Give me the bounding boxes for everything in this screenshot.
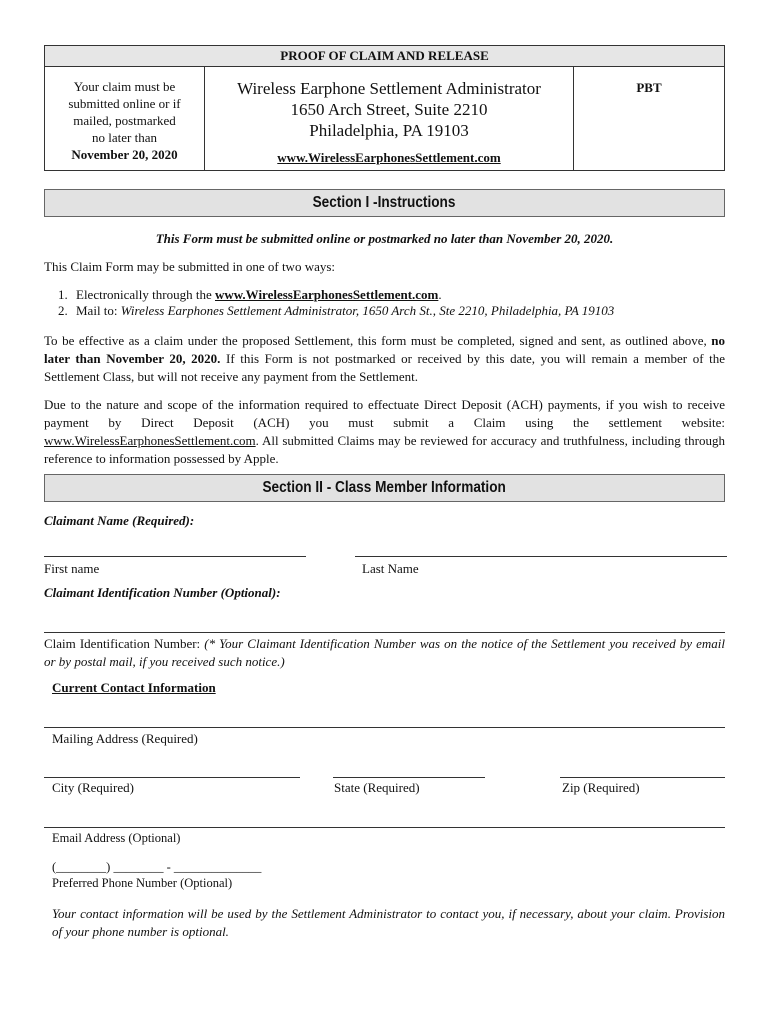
first-name-label: First name bbox=[44, 561, 100, 576]
claim-id-note: (* Your Claimant Identification Number was on the notice of the Settlement you received by email or by postal mail, if you received such notice.) bbox=[44, 636, 725, 669]
claim-id-caption-text: Claim Identification Number: bbox=[44, 636, 205, 651]
deadline-date: November 20, 2020 bbox=[71, 147, 178, 162]
list-number: 2. bbox=[58, 303, 68, 318]
deadline-notice: This Form must be submitted online or postmarked no later than November 20, 2020. bbox=[155, 231, 614, 246]
city-label: City (Required) bbox=[52, 780, 134, 795]
last-name-label: Last Name bbox=[362, 561, 419, 576]
settlement-website-link[interactable]: www.WirelessEarphonesSettlement.com bbox=[214, 287, 439, 302]
phone-field[interactable]: (________) ________ - ______________ bbox=[52, 860, 262, 874]
para-1-deadline: no later than November 20, 2020. bbox=[44, 333, 725, 366]
claim-id-caption bbox=[44, 635, 725, 671]
header-table bbox=[44, 45, 725, 171]
state-field[interactable] bbox=[333, 777, 485, 778]
para-2-text-b: . All submitted Claims may be reviewed for accuracy and truthfulness, including through reference to information possessed by Apple. bbox=[44, 433, 725, 466]
city-field[interactable] bbox=[44, 777, 300, 778]
list-number: 1. bbox=[58, 287, 68, 302]
zip-field[interactable] bbox=[560, 777, 725, 778]
state-label: State (Required) bbox=[334, 780, 420, 795]
admin-street: 1650 Arch Street, Suite 2210 bbox=[290, 100, 488, 119]
mailing-address-field[interactable] bbox=[44, 727, 725, 728]
deadline-line: submitted online or if bbox=[68, 96, 181, 111]
instructions-paragraph-2 bbox=[44, 396, 725, 468]
zip-label: Zip (Required) bbox=[562, 780, 640, 795]
way-1-suffix: . bbox=[438, 287, 442, 302]
contact-info-heading: Current Contact Information bbox=[52, 680, 216, 695]
section-2-heading-text: Section II - Class Member Information bbox=[262, 479, 507, 496]
claim-id-field[interactable] bbox=[44, 632, 725, 633]
mail-address: Wireless Earphones Settlement Administrator, 1650 Arch St., Ste 2210, Philadelphia, PA 19103 bbox=[120, 303, 615, 318]
mailing-address-label: Mailing Address (Required) bbox=[52, 731, 198, 746]
para-2-website-link[interactable]: www.WirelessEarphonesSettlement.com bbox=[44, 433, 256, 448]
deadline-line: Your claim must be bbox=[73, 79, 176, 94]
para-2-text-a: Due to the nature and scope of the information required to effectuate Direct Deposit (ACH) payments, if you wish to receive payment by Direct Deposit (ACH) you must submit a Claim using the settlement website: bbox=[44, 397, 725, 430]
last-name-field[interactable] bbox=[355, 556, 727, 557]
para-1-text-a: To be effective as a claim under the proposed Settlement, this form must be completed, signed and sent, as outlined above, bbox=[44, 333, 707, 348]
form-title: PROOF OF CLAIM AND RELEASE bbox=[45, 46, 724, 67]
admin-website-link[interactable]: www.WirelessEarphonesSettlement.com bbox=[277, 150, 501, 165]
ways-intro: This Claim Form may be submitted in one of two ways: bbox=[44, 259, 336, 274]
admin-name: Wireless Earphone Settlement Administrator bbox=[237, 79, 541, 98]
admin-city: Philadelphia, PA 19103 bbox=[309, 121, 469, 140]
claimant-id-label: Claimant Identification Number (Optional): bbox=[44, 585, 281, 600]
phone-label: Preferred Phone Number (Optional) bbox=[52, 876, 233, 890]
way-1-text: Electronically through the bbox=[76, 287, 215, 302]
claimant-name-label: Claimant Name (Required): bbox=[44, 513, 195, 528]
submission-way-2 bbox=[58, 302, 726, 320]
deadline-line: mailed, postmarked bbox=[73, 113, 176, 128]
instructions-paragraph-1 bbox=[44, 332, 725, 386]
contact-note: Your contact information will be used by the Settlement Administrator to contact you, if necessary, about your claim. Provision of your phone number is optional. bbox=[52, 906, 725, 939]
deadline-line: no later than bbox=[92, 130, 157, 145]
form-code: PBT bbox=[573, 66, 724, 170]
para-1-text-b: If this Form is not postmarked or received by this date, you will remain a member of the Settlement Class, but will not receive any payment from the Settlement. bbox=[44, 351, 725, 384]
way-2-text: Mail to: bbox=[76, 303, 121, 318]
deadline-box bbox=[45, 66, 205, 170]
administrator-block bbox=[205, 66, 573, 170]
email-field[interactable] bbox=[44, 827, 725, 828]
section-1-heading-text: Section I -Instructions bbox=[313, 194, 456, 211]
first-name-field[interactable] bbox=[44, 556, 306, 557]
section-1-heading bbox=[44, 189, 725, 217]
section-2-heading bbox=[44, 474, 725, 502]
email-label: Email Address (Optional) bbox=[52, 831, 181, 845]
